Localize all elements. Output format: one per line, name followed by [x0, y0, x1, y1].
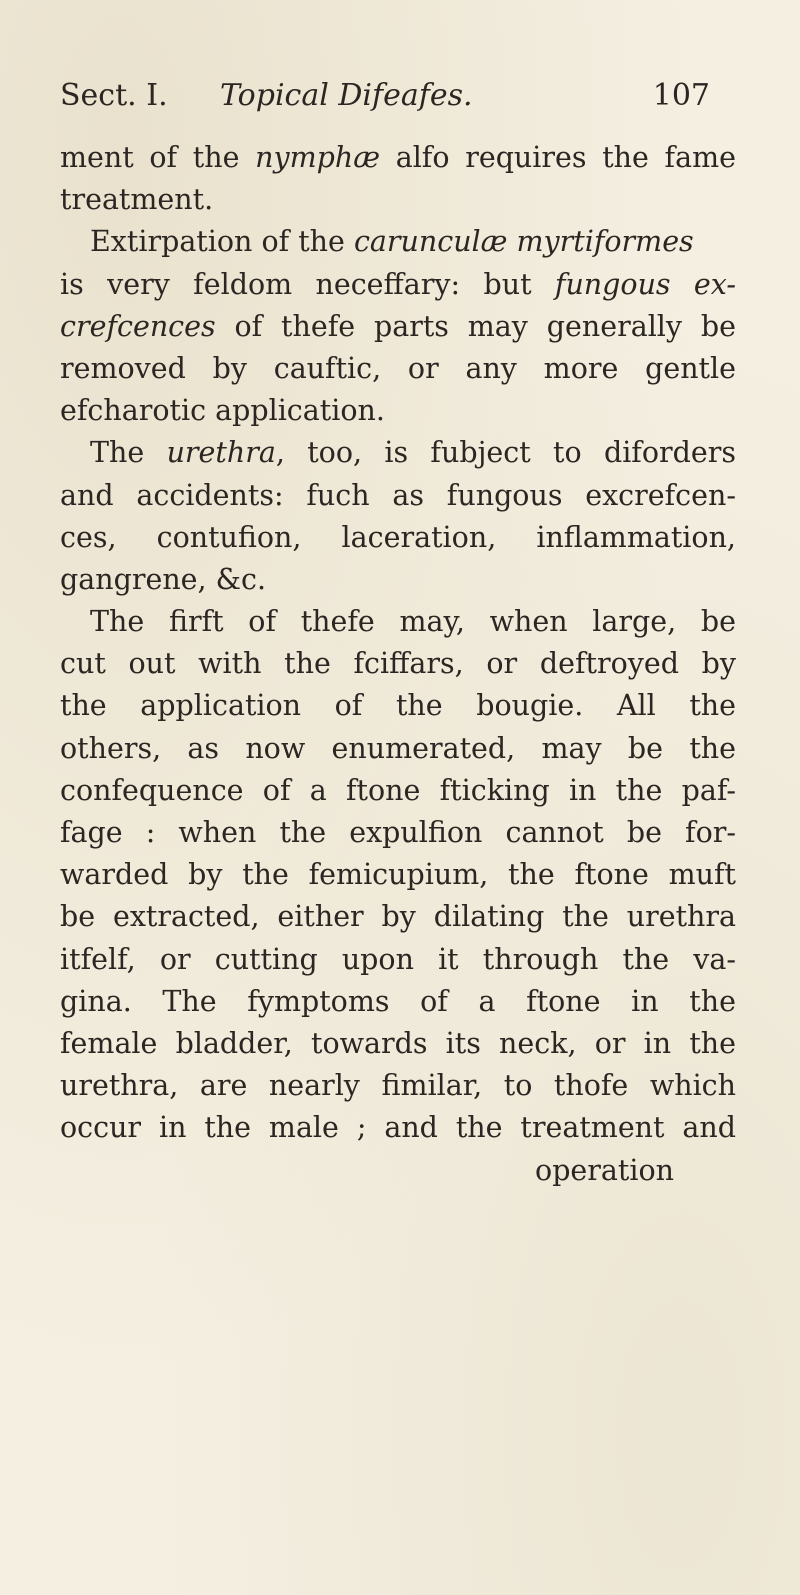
- text-line: ment of the nymphæ alfo requires the fame: [60, 141, 736, 174]
- text-line: occur in the male ; and the treatment and: [60, 1111, 736, 1145]
- text-line: fage : when the expulfion cannot be for-: [60, 816, 736, 849]
- text-line: is very feldom neceffary: but fungous ex-: [60, 267, 736, 301]
- section-label: Sect. I.: [60, 78, 168, 113]
- text-line: gangrene, &c.: [60, 562, 267, 596]
- text-line: and accidents: fuch as fungous excrefcen-: [60, 478, 736, 512]
- text-line: confequence of a ftone fticking in the paf-: [60, 773, 736, 807]
- running-header: [60, 78, 710, 124]
- text-line: others, as now enumerated, may be the: [60, 731, 736, 765]
- text-line: the application of the bougie. All the: [60, 689, 736, 723]
- text-line: crefcences of thefe parts may generally be: [60, 309, 736, 343]
- text-line: treatment.: [60, 183, 214, 217]
- text-line: gina. The fymptoms of a ftone in the: [60, 984, 736, 1018]
- text-line: cut out with the fciffars, or deftroyed by: [60, 647, 736, 681]
- text-line: urethra, are nearly fimilar, to thofe which: [60, 1069, 736, 1103]
- text-line: efcharotic application.: [60, 394, 385, 428]
- catchword: operation: [535, 1153, 674, 1187]
- body-text: [60, 137, 736, 1192]
- text-line: itfelf, or cutting upon it through the va-: [60, 942, 736, 976]
- text-line: ces, contufion, laceration, inflammation,: [60, 520, 736, 554]
- text-line: The firft of thefe may, when large, be: [90, 605, 736, 639]
- text-line: female bladder, towards its neck, or in the: [60, 1026, 736, 1060]
- text-line: Extirpation of the carunculæ myrtiformes: [90, 225, 694, 259]
- page-number: 107: [652, 78, 710, 113]
- text-line: The urethra, too, is fubject to diforders: [90, 436, 736, 470]
- text-line: warded by the femicupium, the ftone muft: [60, 858, 736, 892]
- text-line: removed by cauftic, or any more gentle: [60, 351, 736, 385]
- text-line: be extracted, either by dilating the urethra: [60, 900, 736, 934]
- running-title: Topical Difeafes.: [220, 78, 473, 113]
